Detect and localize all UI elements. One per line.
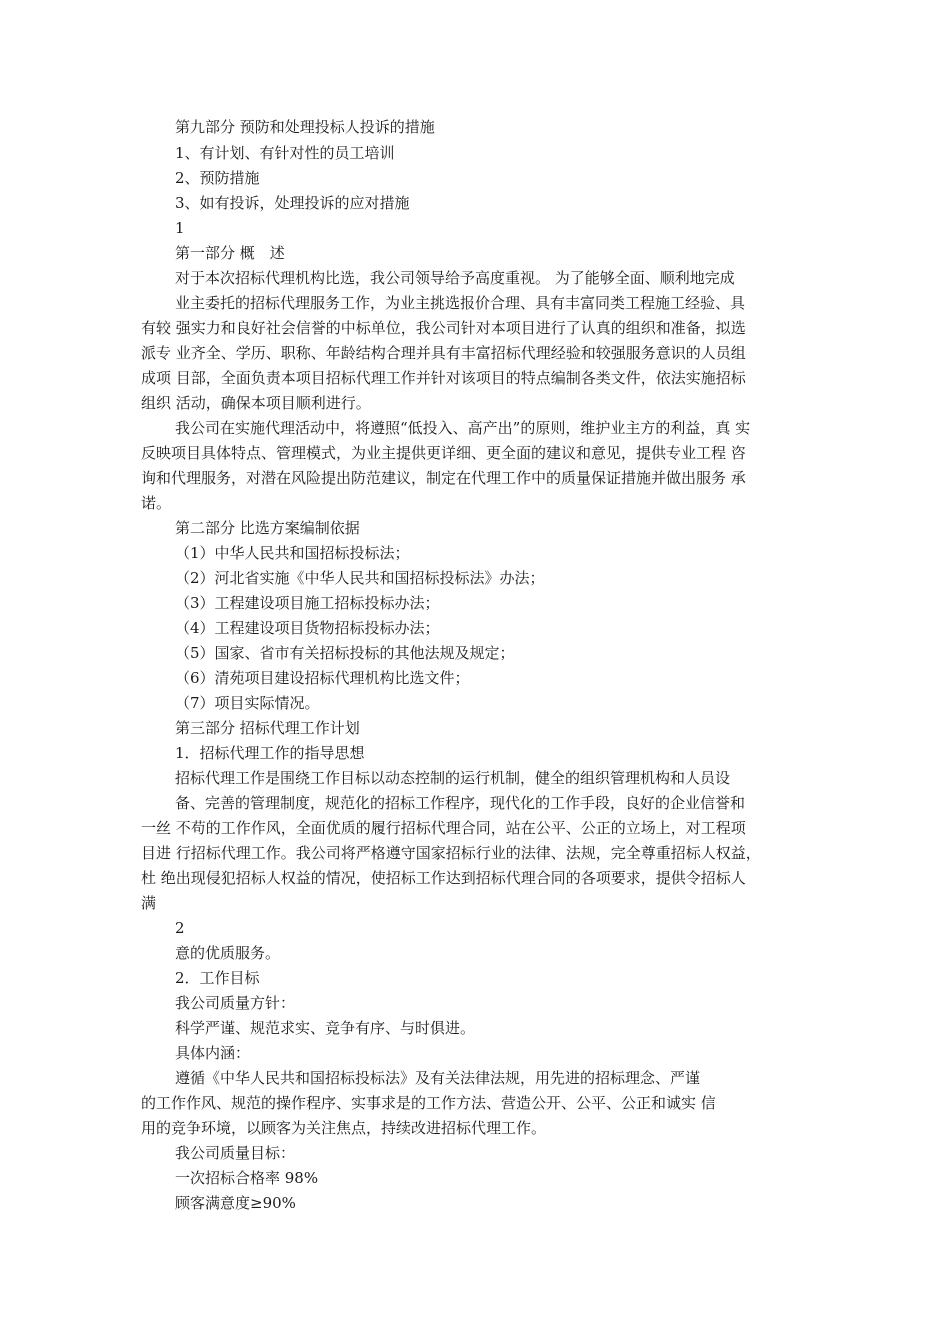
paragraph-line: 我公司在实施代理活动中，将遵照“低投入、高产出”的原则，维护业主方的利益，真 实 bbox=[175, 419, 751, 437]
paragraph-line: 有较 强实力和良好社会信誉的中标单位，我公司针对本项目进行了认真的组织和准备，拟选 bbox=[141, 319, 746, 337]
paragraph-line: 成项 目部，全面负责本项目招标代理工作并针对该项目的特点编制各类文件，依法实施招标 bbox=[141, 369, 746, 387]
subsection-heading: 1．招标代理工作的指导思想 bbox=[175, 744, 365, 762]
section-heading: 第二部分 比选方案编制依据 bbox=[175, 519, 360, 537]
list-item: （4）工程建设项目货物招标投标办法； bbox=[175, 619, 440, 637]
paragraph-line: 询和代理服务，对潜在风险提出防范建议，制定在代理工作中的质量保证措施并做出服务 承 bbox=[141, 469, 746, 487]
list-item: （2）河北省实施《中华人民共和国招标投标法》办法； bbox=[175, 569, 545, 587]
paragraph-line: 用的竞争环境，以顾客为关注焦点，持续改进招标代理工作。 bbox=[141, 1119, 547, 1137]
paragraph-line: 具体内涵： bbox=[175, 1044, 251, 1062]
list-item: （5）国家、省市有关招标投标的其他法规及规定； bbox=[175, 644, 515, 662]
paragraph-line: 我公司质量目标： bbox=[175, 1144, 296, 1162]
subsection-heading: 2．工作目标 bbox=[175, 969, 260, 987]
page-number: 1 bbox=[175, 219, 185, 237]
paragraph-line: 招标代理工作是围绕工作目标以动态控制的运行机制，健全的组织管理机构和人员设 bbox=[175, 769, 731, 787]
paragraph-line: 反映项目具体特点、管理模式，为业主提供更详细、更全面的建议和意见，提供专业工程 咨 bbox=[141, 444, 746, 462]
paragraph-line: 派专 业齐全、学历、职称、年龄结构合理并具有丰富招标代理经验和较强服务意识的人员组 bbox=[141, 344, 746, 362]
paragraph-line: 的工作作风、规范的操作程序、实事求是的工作方法、营造公开、公平、公正和诚实 信 bbox=[141, 1094, 716, 1112]
list-item: （7）项目实际情况。 bbox=[175, 694, 320, 712]
paragraph-line: 杜 绝出现侵犯招标人权益的情况，使招标工作达到招标代理合同的各项要求，提供令招标人 bbox=[141, 869, 746, 887]
paragraph-line: 组织 活动，确保本项目顺利进行。 bbox=[141, 394, 371, 412]
paragraph-line: 满 bbox=[141, 894, 157, 912]
paragraph-line: 备、完善的管理制度，规范化的招标工作程序，现代化的工作手段，良好的企业信誉和 bbox=[175, 794, 746, 812]
paragraph-line: 业主委托的招标代理服务工作，为业主挑选报价合理、具有丰富同类工程施工经验、具 bbox=[175, 294, 746, 312]
paragraph-line: 一次招标合格率 98% bbox=[175, 1169, 319, 1187]
paragraph-line: 我公司质量方针： bbox=[175, 994, 296, 1012]
paragraph-line: 顾客满意度≥90% bbox=[175, 1194, 296, 1212]
list-item: （6）清苑项目建设招标代理机构比选文件； bbox=[175, 669, 470, 687]
paragraph-line: 科学严谨、规范求实、竞争有序、与时俱进。 bbox=[175, 1019, 476, 1037]
paragraph-line: 遵循《中华人民共和国招标投标法》及有关法律法规，用先进的招标理念、严谨 bbox=[175, 1069, 701, 1087]
list-item: （1）中华人民共和国招标投标法； bbox=[175, 544, 410, 562]
page-number: 2 bbox=[175, 919, 185, 937]
paragraph-line: 意的优质服务。 bbox=[175, 944, 281, 962]
list-item: （3）工程建设项目施工招标投标办法； bbox=[175, 594, 440, 612]
list-item: 2、预防措施 bbox=[175, 169, 260, 187]
section-heading: 第一部分 概 述 bbox=[175, 244, 285, 262]
paragraph-line: 目进 行招标代理工作。我公司将严格遵守国家招标行业的法律、法规，完全尊重招标人权益， bbox=[141, 844, 761, 862]
section-heading: 第九部分 预防和处理投标人投诉的措施 bbox=[175, 118, 435, 136]
list-item: 1、有计划、有针对性的员工培训 bbox=[175, 144, 395, 162]
list-item: 3、如有投诉，处理投诉的应对措施 bbox=[175, 194, 410, 212]
paragraph-line: 诺。 bbox=[141, 494, 172, 512]
section-heading: 第三部分 招标代理工作计划 bbox=[175, 719, 360, 737]
paragraph-line: 一丝 不苟的工作作风，全面优质的履行招标代理合同，站在公平、公正的立场上，对工程项 bbox=[141, 819, 746, 837]
paragraph-line: 对于本次招标代理机构比选，我公司领导给予高度重视。 为了能够全面、顺利地完成 bbox=[175, 269, 735, 287]
